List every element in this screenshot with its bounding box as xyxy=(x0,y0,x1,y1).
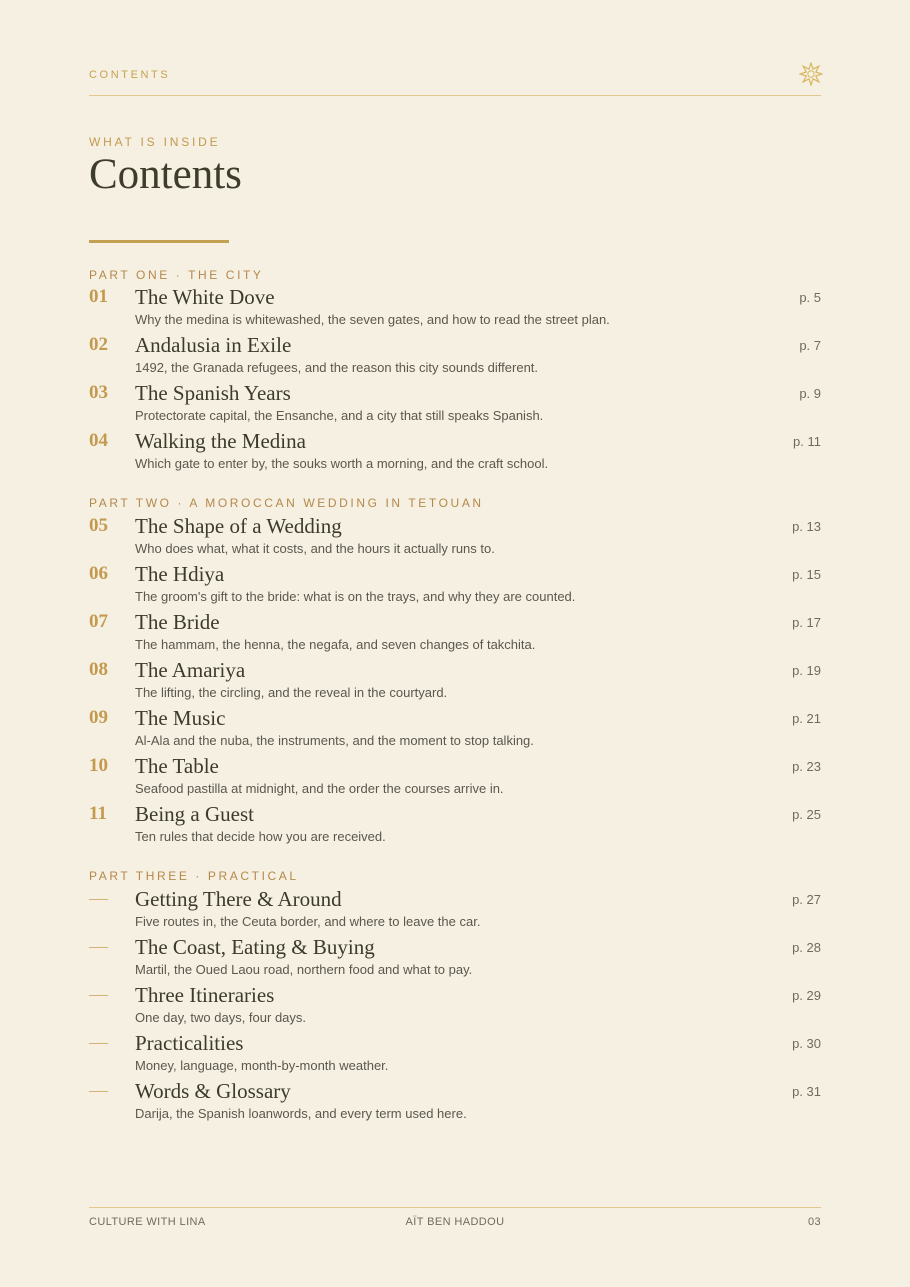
toc-entry[interactable] xyxy=(89,333,821,377)
entry-description: Seafood pastilla at midnight, and the order the courses arrive in. xyxy=(135,781,504,796)
entry-number: 04 xyxy=(89,430,108,451)
entry-page-number: p. 17 xyxy=(792,615,821,630)
entry-page-number: p. 30 xyxy=(792,1036,821,1051)
entry-title[interactable]: The Amariya xyxy=(135,658,246,682)
entry-number: 10 xyxy=(89,755,108,776)
entry-title[interactable]: Getting There & Around xyxy=(135,887,342,911)
entry-title[interactable]: The Shape of a Wedding xyxy=(135,514,342,538)
toc-entry[interactable] xyxy=(89,983,821,1027)
part-label: PART ONE · THE CITY xyxy=(89,268,264,282)
entry-description: Al-Ala and the nuba, the instruments, and the moment to stop talking. xyxy=(135,733,534,748)
toc-entry[interactable] xyxy=(89,658,821,702)
toc-entry[interactable] xyxy=(89,1079,821,1123)
running-header-label: CONTENTS xyxy=(89,69,171,81)
entry-description: The groom's gift to the bride: what is on the trays, and why they are counted. xyxy=(135,589,576,604)
entry-title[interactable]: Words & Glossary xyxy=(135,1079,291,1103)
toc-entry[interactable] xyxy=(89,887,821,931)
entry-title[interactable]: The Bride xyxy=(135,610,220,634)
eight-point-star-icon xyxy=(799,62,823,86)
entry-title[interactable]: Walking the Medina xyxy=(135,429,306,453)
entry-page-number: p. 9 xyxy=(799,386,821,401)
toc-page xyxy=(89,0,821,1287)
entry-description: The lifting, the circling, and the reveal in the courtyard. xyxy=(135,685,448,700)
entry-page-number: p. 29 xyxy=(792,988,821,1003)
page-title: Contents xyxy=(89,151,242,198)
entry-description: Money, language, month-by-month weather. xyxy=(135,1058,389,1073)
entry-description: Which gate to enter by, the souks worth a morning, and the craft school. xyxy=(135,456,549,471)
entry-page-number: p. 19 xyxy=(792,663,821,678)
entry-number: 11 xyxy=(89,803,107,824)
toc-entry[interactable] xyxy=(89,802,821,846)
entry-description: One day, two days, four days. xyxy=(135,1010,307,1025)
entry-title[interactable]: The Spanish Years xyxy=(135,381,291,405)
running-header xyxy=(89,68,821,96)
entry-description: Ten rules that decide how you are received. xyxy=(135,829,386,844)
entry-title[interactable]: Three Itineraries xyxy=(135,983,275,1007)
entry-page-number: p. 7 xyxy=(799,338,821,353)
entry-title[interactable]: Andalusia in Exile xyxy=(135,333,292,357)
entry-page-number: p. 28 xyxy=(792,940,821,955)
entry-description: Who does what, what it costs, and the hours it actually runs to. xyxy=(135,541,495,556)
toc-entry[interactable] xyxy=(89,562,821,606)
footer-brand: CULTURE WITH LINA xyxy=(89,1216,206,1228)
entry-title[interactable]: The White Dove xyxy=(135,285,275,309)
entry-description: Protectorate capital, the Ensanche, and a city that still speaks Spanish. xyxy=(135,408,544,423)
toc-entry[interactable] xyxy=(89,754,821,798)
toc-entry[interactable] xyxy=(89,706,821,750)
toc-entry[interactable] xyxy=(89,429,821,473)
entry-title[interactable]: The Table xyxy=(135,754,219,778)
entry-page-number: p. 15 xyxy=(792,567,821,582)
toc-entry[interactable] xyxy=(89,610,821,654)
entry-page-number: p. 13 xyxy=(792,519,821,534)
footer-section: AÏT BEN HADDOU xyxy=(405,1216,505,1228)
entry-title[interactable]: Practicalities xyxy=(135,1031,244,1055)
page-footer xyxy=(89,1207,821,1228)
entry-title[interactable]: The Hdiya xyxy=(135,562,225,586)
entry-description: Why the medina is whitewashed, the seven gates, and how to read the street plan. xyxy=(135,312,610,327)
entry-dash-marker: — xyxy=(89,1032,108,1053)
entry-number: 05 xyxy=(89,515,108,536)
toc-entry[interactable] xyxy=(89,935,821,979)
entry-dash-marker: — xyxy=(89,1080,108,1101)
entry-number: 01 xyxy=(89,286,108,307)
entry-number: 03 xyxy=(89,382,108,403)
entry-description: Darija, the Spanish loanwords, and every term used here. xyxy=(135,1106,467,1121)
section-eyebrow: WHAT IS INSIDE xyxy=(89,135,221,149)
entry-title[interactable]: Being a Guest xyxy=(135,802,254,826)
entry-description: Martil, the Oued Laou road, northern food and what to pay. xyxy=(135,962,473,977)
title-rule xyxy=(89,240,229,243)
entry-page-number: p. 11 xyxy=(793,434,821,449)
entry-title[interactable]: The Coast, Eating & Buying xyxy=(135,935,375,959)
entry-number: 02 xyxy=(89,334,108,355)
toc-entry[interactable] xyxy=(89,514,821,558)
entry-description: 1492, the Granada refugees, and the reason this city sounds different. xyxy=(135,360,539,375)
entry-dash-marker: — xyxy=(89,936,108,957)
entry-page-number: p. 31 xyxy=(792,1084,821,1099)
entry-number: 09 xyxy=(89,707,108,728)
entry-description: The hammam, the henna, the negafa, and seven changes of takchita. xyxy=(135,637,536,652)
entry-dash-marker: — xyxy=(89,984,108,1005)
toc-entry[interactable] xyxy=(89,285,821,329)
part-label: PART TWO · A MOROCCAN WEDDING IN TETOUAN xyxy=(89,496,484,510)
entry-number: 06 xyxy=(89,563,108,584)
entry-page-number: p. 25 xyxy=(792,807,821,822)
toc-entry[interactable] xyxy=(89,1031,821,1075)
entry-description: Five routes in, the Ceuta border, and where to leave the car. xyxy=(135,914,481,929)
entry-number: 07 xyxy=(89,611,108,632)
entry-page-number: p. 27 xyxy=(792,892,821,907)
entry-dash-marker: — xyxy=(89,888,108,909)
entry-page-number: p. 5 xyxy=(799,290,821,305)
toc-entry[interactable] xyxy=(89,381,821,425)
entry-page-number: p. 21 xyxy=(792,711,821,726)
entry-number: 08 xyxy=(89,659,108,680)
part-label: PART THREE · PRACTICAL xyxy=(89,869,299,883)
entry-title[interactable]: The Music xyxy=(135,706,226,730)
footer-page-number: 03 xyxy=(807,1216,821,1228)
entry-page-number: p. 23 xyxy=(792,759,821,774)
